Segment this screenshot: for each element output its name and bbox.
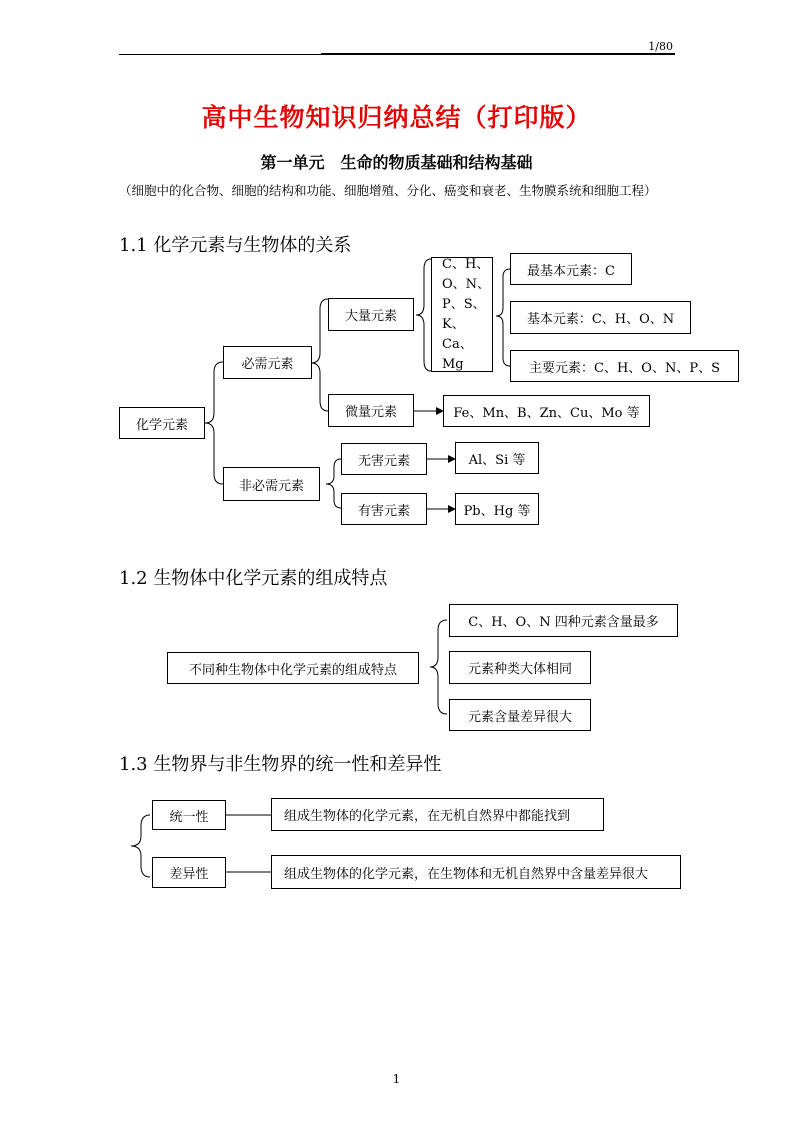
document-title: 高中生物知识归纳总结（打印版） <box>201 103 592 132</box>
macro-list-line-1: C、H、 <box>442 256 490 272</box>
brace-nonessential <box>326 459 341 508</box>
brace-section-1-2 <box>430 620 447 714</box>
box-nonessential-elements: 非必需元素 <box>223 467 320 501</box>
box-harmful-elements: 有害元素 <box>341 493 427 525</box>
box-unity: 统一性 <box>152 800 226 830</box>
unit-description: （细胞中的化合物、细胞的结构和功能、细胞增殖、分化、癌变和衰老、生物膜系统和细胞工程） <box>119 183 657 198</box>
box-main-elements: 主要元素：C、H、O、N、P、S <box>510 350 739 382</box>
brace-essential <box>311 299 328 411</box>
box-harmless-list: Al、Si 等 <box>455 442 539 474</box>
brace-root <box>205 362 223 484</box>
unit-title: 第一单元 生命的物质基础和结构基础 <box>260 153 533 172</box>
box-chemical-elements: 化学元素 <box>119 407 205 439</box>
box-composition-features: 不同种生物体中化学元素的组成特点 <box>167 652 419 684</box>
box-feature-1: C、H、O、N 四种元素含量最多 <box>449 604 678 637</box>
section-1-2-heading: 1.2 生物体中化学元素的组成特点 <box>119 568 388 589</box>
box-macro-elements: 大量元素 <box>328 298 414 331</box>
box-difference: 差异性 <box>152 857 226 888</box>
macro-list-line-5: Mg <box>442 356 464 372</box>
box-macro-list <box>431 257 493 372</box>
page-number: 1 <box>392 1072 401 1086</box>
box-feature-2: 元素种类大体相同 <box>449 651 591 684</box>
page-code: 1/80 <box>648 40 673 53</box>
box-basic-elements: 基本元素：C、H、O、N <box>510 301 691 334</box>
brace-macro <box>416 259 431 371</box>
box-micro-list: Fe、Mn、B、Zn、Cu、Mo 等 <box>443 395 650 427</box>
box-most-basic-element: 最基本元素：C <box>510 253 632 285</box>
box-essential-elements: 必需元素 <box>223 346 312 379</box>
box-harmful-list: Pb、Hg 等 <box>455 493 539 525</box>
brace-section-1-3 <box>131 815 150 877</box>
box-unity-description: 组成生物体的化学元素，在无机自然界中都能找到 <box>271 798 604 831</box>
box-harmless-elements: 无害元素 <box>341 443 427 475</box>
header-rule-left <box>119 54 321 55</box>
section-1-1-heading: 1.1 化学元素与生物体的关系 <box>119 235 352 256</box>
box-difference-description: 组成生物体的化学元素，在生物体和无机自然界中含量差异很大 <box>271 855 681 889</box>
box-micro-elements: 微量元素 <box>328 394 414 427</box>
macro-list-line-3: P、S、 <box>442 296 486 312</box>
section-1-3-heading: 1.3 生物界与非生物界的统一性和差异性 <box>119 754 442 775</box>
brace-categories <box>496 269 510 366</box>
header-rule-right <box>321 53 675 55</box>
box-feature-3: 元素含量差异很大 <box>449 699 591 731</box>
macro-list-line-4: K、Ca、 <box>442 316 473 352</box>
macro-list-line-2: O、N、 <box>442 276 491 292</box>
